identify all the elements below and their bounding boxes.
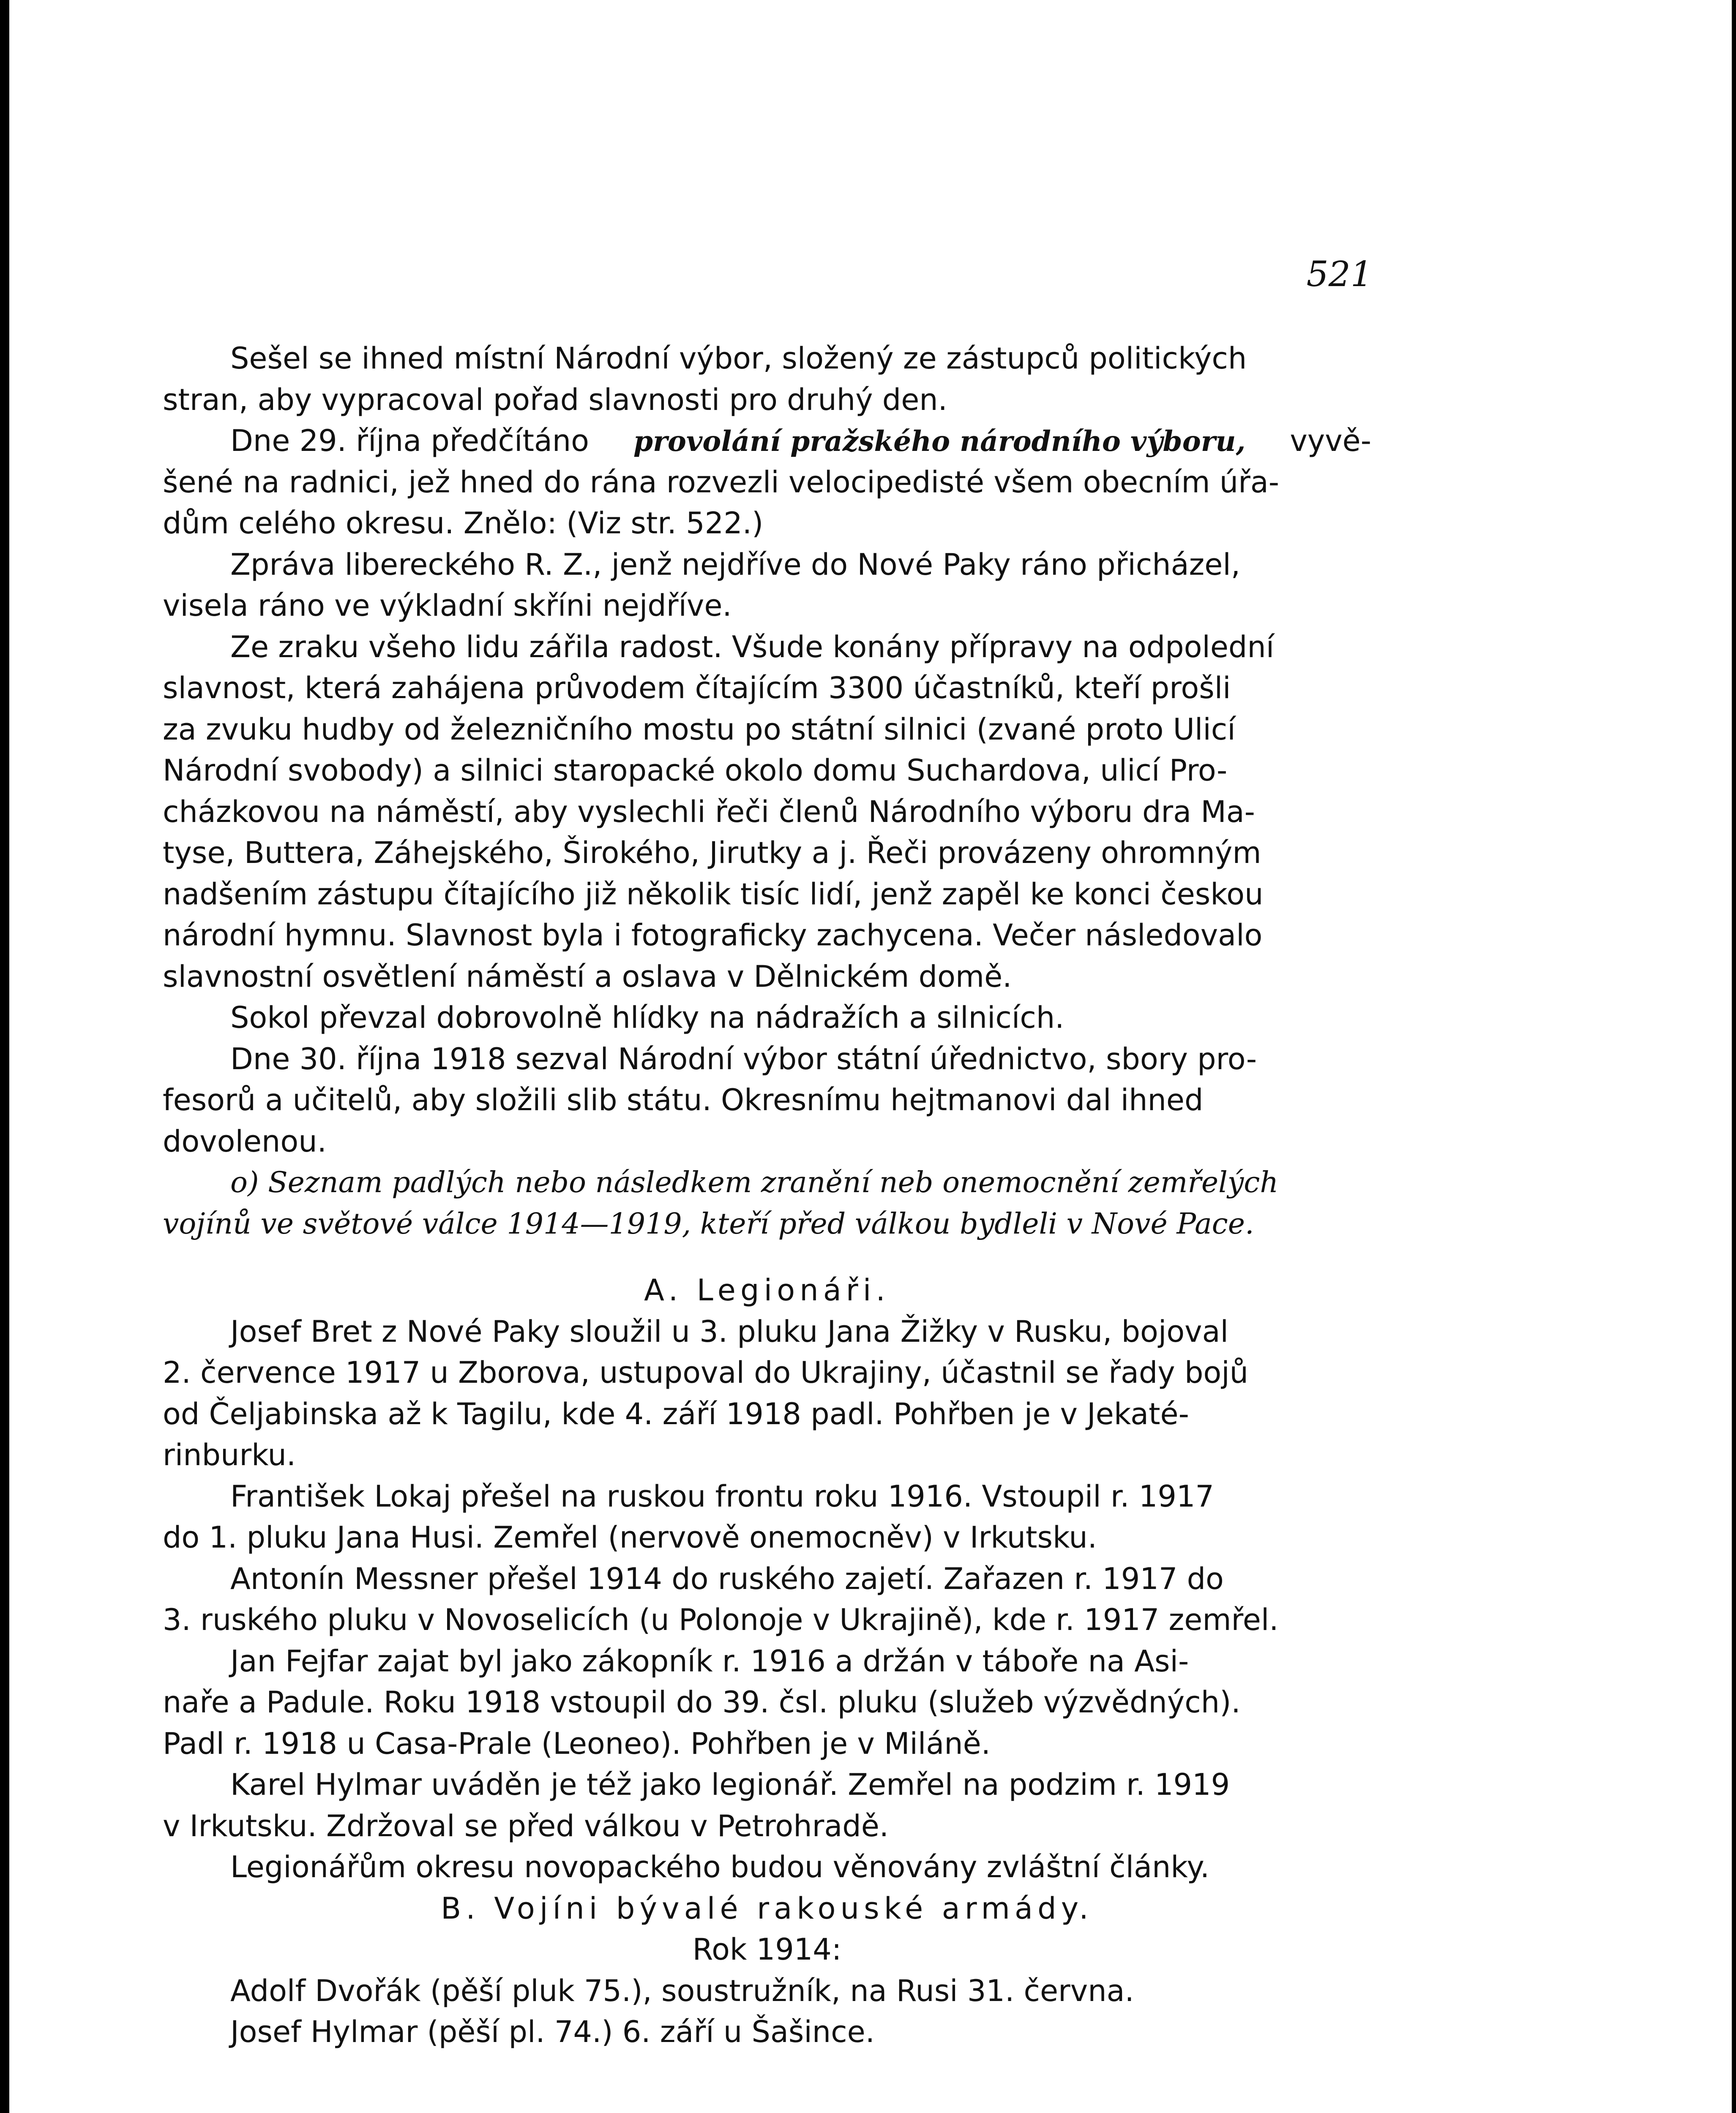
text-line	[163, 1806, 1371, 1847]
line-text: tyse, Buttera, Záhejského, Širokého, Jirutky a j. Řeči provázeny ohromným	[163, 835, 1261, 870]
text-line	[163, 1641, 1371, 1682]
text-line	[163, 420, 1371, 462]
text-line	[163, 915, 1371, 956]
heading-year-1914	[163, 1929, 1371, 1971]
text-line	[163, 1559, 1371, 1600]
text-line	[163, 1971, 1371, 2012]
line-text: v Irkutsku. Zdržoval se před válkou v Petrohradě.	[163, 1808, 889, 1843]
text-line	[163, 1394, 1371, 1435]
heading-text: B. Vojíni bývalé rakouské armády.	[441, 1891, 1093, 1926]
spacer	[163, 1245, 1371, 1270]
text-line	[163, 1764, 1371, 1806]
section-o-title	[163, 1162, 1371, 1204]
line-text: vyvě-	[1290, 423, 1371, 458]
line-text: fesorů a učitelů, aby složili slib státu. Okresnímu hejtmanovi dal ihned	[163, 1083, 1204, 1117]
text-line	[163, 379, 1371, 421]
page-body	[163, 338, 1371, 2053]
line-text: stran, aby vypracoval pořad slavnosti pro druhý den.	[163, 382, 947, 417]
line-text: Dne 29. října předčítáno	[230, 423, 589, 458]
page-number: 521	[1306, 254, 1373, 295]
text-line	[163, 462, 1371, 503]
line-text: dovolenou.	[163, 1124, 327, 1159]
text-line	[163, 874, 1371, 915]
text-line	[163, 956, 1371, 998]
text-line	[163, 1121, 1371, 1163]
line-text: František Lokaj přešel na ruskou frontu roku 1916. Vstoupil r. 1917	[230, 1479, 1214, 1514]
line-text: nadšením zástupu čítajícího již několik tisíc lidí, jenž zapěl ke konci českou	[163, 876, 1264, 912]
text-line	[163, 544, 1371, 586]
line-text: za zvuku hudby od železničního mostu po státní silnici (zvané proto Ulicí	[163, 712, 1236, 747]
line-text: naře a Padule. Roku 1918 vstoupil do 39. čsl. pluku (služeb výzvědných).	[163, 1685, 1241, 1720]
line-text: Karel Hylmar uváděn je též jako legionář. Zemřel na podzim r. 1919	[230, 1767, 1230, 1802]
line-text: Josef Hylmar (pěší pl. 74.) 6. září u Šašince.	[230, 2015, 875, 2049]
text-line	[163, 792, 1371, 833]
line-text: slavnost, která zahájena průvodem čítajícím 3300 účastníků, kteří prošli	[163, 671, 1231, 705]
text-line	[163, 585, 1371, 627]
text-line	[163, 997, 1371, 1039]
text-line	[163, 1847, 1371, 1888]
line-text: dům celého okresu. Znělo: (Viz str. 522.)	[163, 506, 764, 541]
text-line	[163, 750, 1371, 792]
text-line	[163, 833, 1371, 874]
line-text: Národní svobody) a silnici staropacké okolo domu Suchardova, ulicí Pro-	[163, 753, 1228, 788]
line-text: Adolf Dvořák (pěší pluk 75.), soustružník, na Rusi 31. června.	[230, 1973, 1134, 2008]
line-text: Dne 30. října 1918 sezval Národní výbor státní úřednictvo, sbory pro-	[230, 1041, 1257, 1076]
scan-edge-left	[0, 0, 9, 2113]
text-line	[163, 627, 1371, 668]
line-text: visela ráno ve výkladní skříni nejdříve.	[163, 588, 732, 623]
text-line	[163, 1311, 1371, 1353]
text-line	[163, 338, 1371, 379]
text-line	[163, 668, 1371, 709]
line-text: 2. července 1917 u Zborova, ustupoval do Ukrajiny, účastnil se řady bojů	[163, 1355, 1249, 1390]
line-text: Jan Fejfar zajat byl jako zákopník r. 1916 a držán v táboře na Asi-	[230, 1643, 1189, 1679]
line-text: Antonín Messner přešel 1914 do ruského zajetí. Zařazen r. 1917 do	[230, 1561, 1224, 1596]
text-line	[163, 1517, 1371, 1559]
line-text: Josef Bret z Nové Paky sloužil u 3. pluku Jana Žižky v Rusku, bojoval	[230, 1314, 1228, 1349]
line-text: Legionářům okresu novopackého budou věnovány zvláštní články.	[230, 1850, 1210, 1884]
scan-edge-right	[1732, 0, 1736, 2113]
text-line	[163, 1435, 1371, 1476]
line-text: do 1. pluku Jana Husi. Zemřel (nervově onemocněv) v Irkutsku.	[163, 1520, 1097, 1555]
text-line	[163, 1476, 1371, 1518]
text-line	[163, 1352, 1371, 1394]
line-text: rinburku.	[163, 1438, 296, 1472]
line-text: šené na radnici, jež hned do rána rozvezli velocipedisté všem obecním úřa-	[163, 464, 1280, 500]
line-text: Padl r. 1918 u Casa-Prale (Leoneo). Pohřben je v Miláně.	[163, 1726, 991, 1761]
line-text: o) Seznam padlých nebo následkem zranění neb onemocnění zemřelých	[230, 1166, 1279, 1199]
text-line	[163, 709, 1371, 751]
emphasis-proclamation: provolání pražského národního výboru,	[633, 425, 1246, 458]
heading-legionnaires	[163, 1270, 1371, 1311]
line-text: slavnostní osvětlení náměstí a oslava v Dělnickém domě.	[163, 959, 1012, 994]
section-o-title	[163, 1204, 1371, 1245]
heading-text: Rok 1914:	[692, 1932, 842, 1967]
text-line	[163, 1080, 1371, 1121]
line-text: od Čeljabinska až k Tagilu, kde 4. září 1918 padl. Pohřben je v Jekaté-	[163, 1396, 1189, 1431]
heading-text: A. Legionáři.	[644, 1273, 890, 1308]
line-text: 3. ruského pluku v Novoselicích (u Polonoje v Ukrajině), kde r. 1917 zemřel.	[163, 1602, 1279, 1637]
text-line	[163, 1682, 1371, 1723]
text-line	[163, 2012, 1371, 2053]
line-text: národní hymnu. Slavnost byla i fotograficky zachycena. Večer následovalo	[163, 918, 1263, 953]
line-text: Ze zraku všeho lidu zářila radost. Všude konány přípravy na odpolední	[230, 629, 1275, 664]
line-text: cházkovou na náměstí, aby vyslechli řeči členů Národního výboru dra Ma-	[163, 794, 1255, 829]
text-line	[163, 1600, 1371, 1641]
heading-austrian-soldiers	[163, 1888, 1371, 1930]
line-text: Zpráva libereckého R. Z., jenž nejdříve do Nové Paky ráno přicházel,	[230, 547, 1241, 582]
text-line	[163, 1723, 1371, 1765]
text-line	[163, 503, 1371, 544]
line-text: Sešel se ihned místní Národní výbor, složený ze zástupců politických	[230, 341, 1247, 376]
line-text: Sokol převzal dobrovolně hlídky na nádražích a silnicích.	[230, 1000, 1065, 1035]
line-text: vojínů ve světové válce 1914—1919, kteří před válkou bydleli v Nové Pace.	[163, 1207, 1254, 1241]
text-line	[163, 1039, 1371, 1080]
